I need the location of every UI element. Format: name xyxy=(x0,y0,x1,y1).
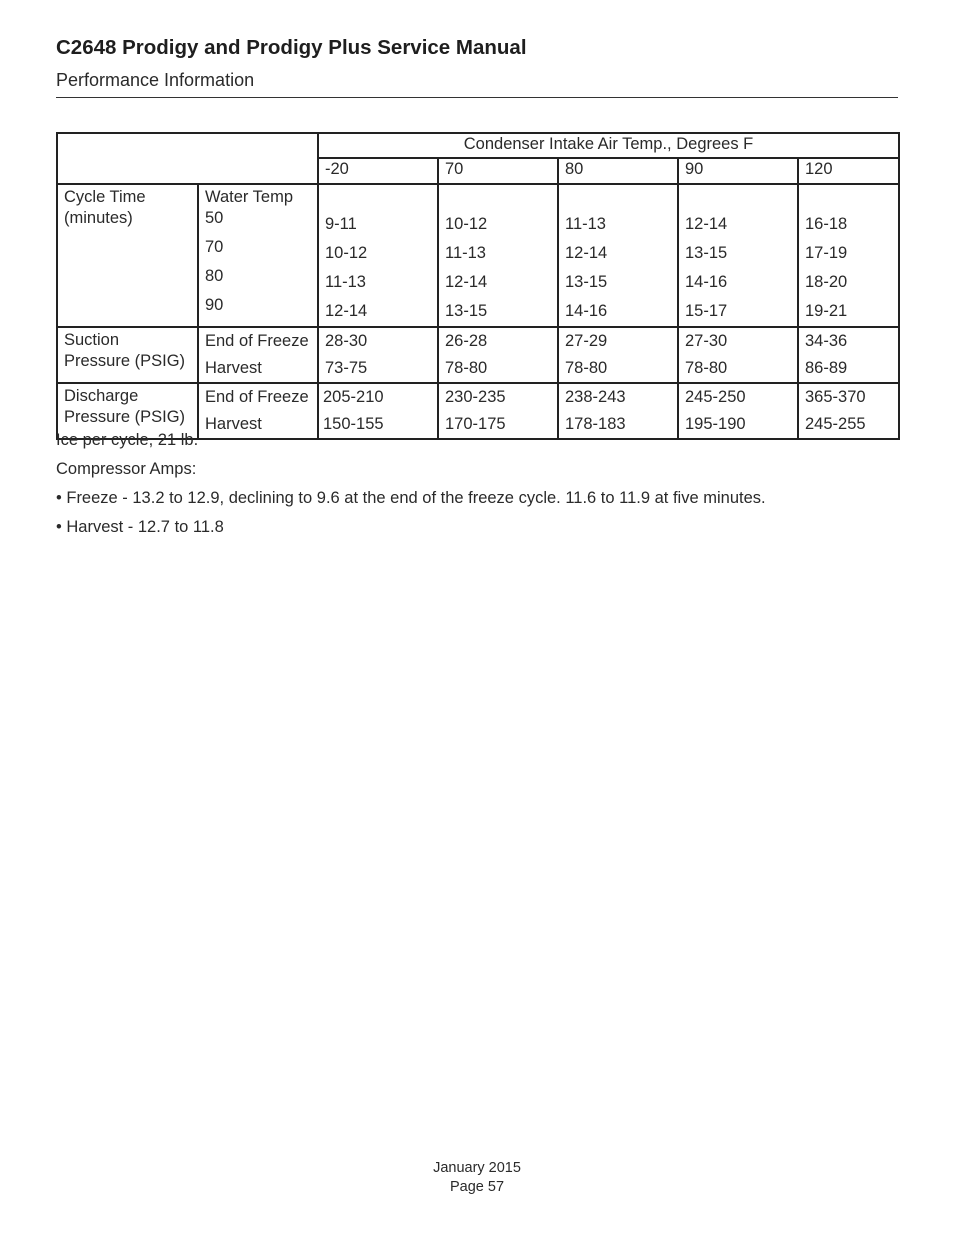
sub-label: Harvest xyxy=(205,415,262,433)
cell-value: 26-28 xyxy=(445,332,488,350)
sub-label: End of Freeze xyxy=(205,332,309,350)
header-blank-cell xyxy=(57,133,318,184)
cell-value: 205-210 xyxy=(323,388,384,406)
sub-label: End of Freeze xyxy=(205,388,309,406)
cell-value: 9-11 xyxy=(325,215,357,233)
cell-value: 78-80 xyxy=(685,359,728,377)
discharge-cell xyxy=(318,383,438,439)
water-temp-value: 90 xyxy=(205,296,224,314)
performance-table xyxy=(56,132,900,440)
header-divider xyxy=(56,97,898,98)
water-temp-label: Water Temp xyxy=(205,188,294,206)
cell-value: 15-17 xyxy=(685,302,728,320)
suction-cell xyxy=(558,327,678,383)
cell-value: 17-19 xyxy=(805,244,848,262)
cell-value: 170-175 xyxy=(445,415,506,433)
discharge-sub-labels xyxy=(198,383,318,439)
cell-value: 195-190 xyxy=(685,415,746,433)
suction-label xyxy=(57,327,198,383)
cell-value: 34-36 xyxy=(805,332,848,350)
cycle-time-cell xyxy=(678,184,798,327)
harvest-amps-bullet: • Harvest - 12.7 to 11.8 xyxy=(56,518,224,536)
cell-value: 16-18 xyxy=(805,215,848,233)
cell-value: 11-13 xyxy=(325,273,366,291)
cell-value: 13-15 xyxy=(445,302,488,320)
cell-value: 13-15 xyxy=(685,244,728,262)
cell-value: 12-14 xyxy=(325,302,368,320)
cell-value: 13-15 xyxy=(565,273,608,291)
suction-cell xyxy=(798,327,899,383)
cell-value: 10-12 xyxy=(445,215,488,233)
document-title: C2648 Prodigy and Prodigy Plus Service Manual xyxy=(56,36,527,59)
cell-value: 78-80 xyxy=(565,359,608,377)
water-temp-value: 50 xyxy=(205,209,224,227)
compressor-amps-heading: Compressor Amps: xyxy=(56,460,197,478)
label-line: Suction xyxy=(64,331,120,349)
cell-value: 12-14 xyxy=(685,215,728,233)
cycle-time-cell xyxy=(798,184,899,327)
suction-pressure-row xyxy=(57,327,899,383)
cycle-time-cell xyxy=(558,184,678,327)
freeze-amps-bullet: • Freeze - 13.2 to 12.9, declining to 9.6 at the end of the freeze cycle. 11.6 to 11.9 at five minutes. xyxy=(56,489,766,507)
cell-value: 178-183 xyxy=(565,415,626,433)
cell-value: 14-16 xyxy=(565,302,608,320)
cycle-time-cell xyxy=(318,184,438,327)
cell-value: 150-155 xyxy=(323,415,384,433)
cycle-time-cell xyxy=(438,184,558,327)
cell-value: 86-89 xyxy=(805,359,848,377)
cell-value: 238-243 xyxy=(565,388,626,406)
cell-value: 14-16 xyxy=(685,273,728,291)
condenser-temp-header: Condenser Intake Air Temp., Degrees F xyxy=(318,133,899,158)
temp-header-cell: 120 xyxy=(798,158,899,184)
temp-header-cell: 70 xyxy=(438,158,558,184)
water-temp-value: 70 xyxy=(205,238,224,256)
water-temp-cell xyxy=(198,184,318,327)
ice-per-cycle-note: Ice per cycle, 21 lb. xyxy=(56,431,199,449)
cell-value: 230-235 xyxy=(445,388,506,406)
cell-value: 365-370 xyxy=(805,388,866,406)
cell-value: 28-30 xyxy=(325,332,368,350)
label-line: Cycle Time xyxy=(64,188,146,206)
discharge-cell xyxy=(438,383,558,439)
discharge-cell xyxy=(798,383,899,439)
suction-cell xyxy=(678,327,798,383)
cell-value: 12-14 xyxy=(565,244,608,262)
suction-sub-labels xyxy=(198,327,318,383)
label-line: Discharge xyxy=(64,387,139,405)
cell-value: 27-29 xyxy=(565,332,608,350)
water-temp-value: 80 xyxy=(205,267,224,285)
suction-cell xyxy=(318,327,438,383)
cycle-time-row xyxy=(57,184,899,327)
suction-cell xyxy=(438,327,558,383)
label-line: (minutes) xyxy=(64,209,133,227)
cell-value: 245-250 xyxy=(685,388,746,406)
temp-header-cell: 80 xyxy=(558,158,678,184)
cell-value: 245-255 xyxy=(805,415,866,433)
cell-value: 73-75 xyxy=(325,359,368,377)
temp-header-cell: -20 xyxy=(318,158,438,184)
cell-value: 18-20 xyxy=(805,273,848,291)
cell-value: 11-13 xyxy=(445,244,486,262)
page-number: Page 57 xyxy=(449,1179,505,1195)
cell-value: 19-21 xyxy=(805,302,848,320)
label-line: Pressure (PSIG) xyxy=(64,408,186,426)
temp-header-cell: 90 xyxy=(678,158,798,184)
discharge-cell xyxy=(558,383,678,439)
discharge-cell xyxy=(678,383,798,439)
cell-value: 11-13 xyxy=(565,215,606,233)
section-title: Performance Information xyxy=(56,70,255,90)
footer-date: January 2015 xyxy=(433,1160,521,1176)
cell-value: 27-30 xyxy=(685,332,728,350)
label-line: Pressure (PSIG) xyxy=(64,352,186,370)
cell-value: 10-12 xyxy=(325,244,368,262)
cell-value: 12-14 xyxy=(445,273,488,291)
table-header-row xyxy=(57,133,899,158)
cycle-time-label xyxy=(57,184,198,327)
sub-label: Harvest xyxy=(205,359,262,377)
cell-value: 78-80 xyxy=(445,359,488,377)
